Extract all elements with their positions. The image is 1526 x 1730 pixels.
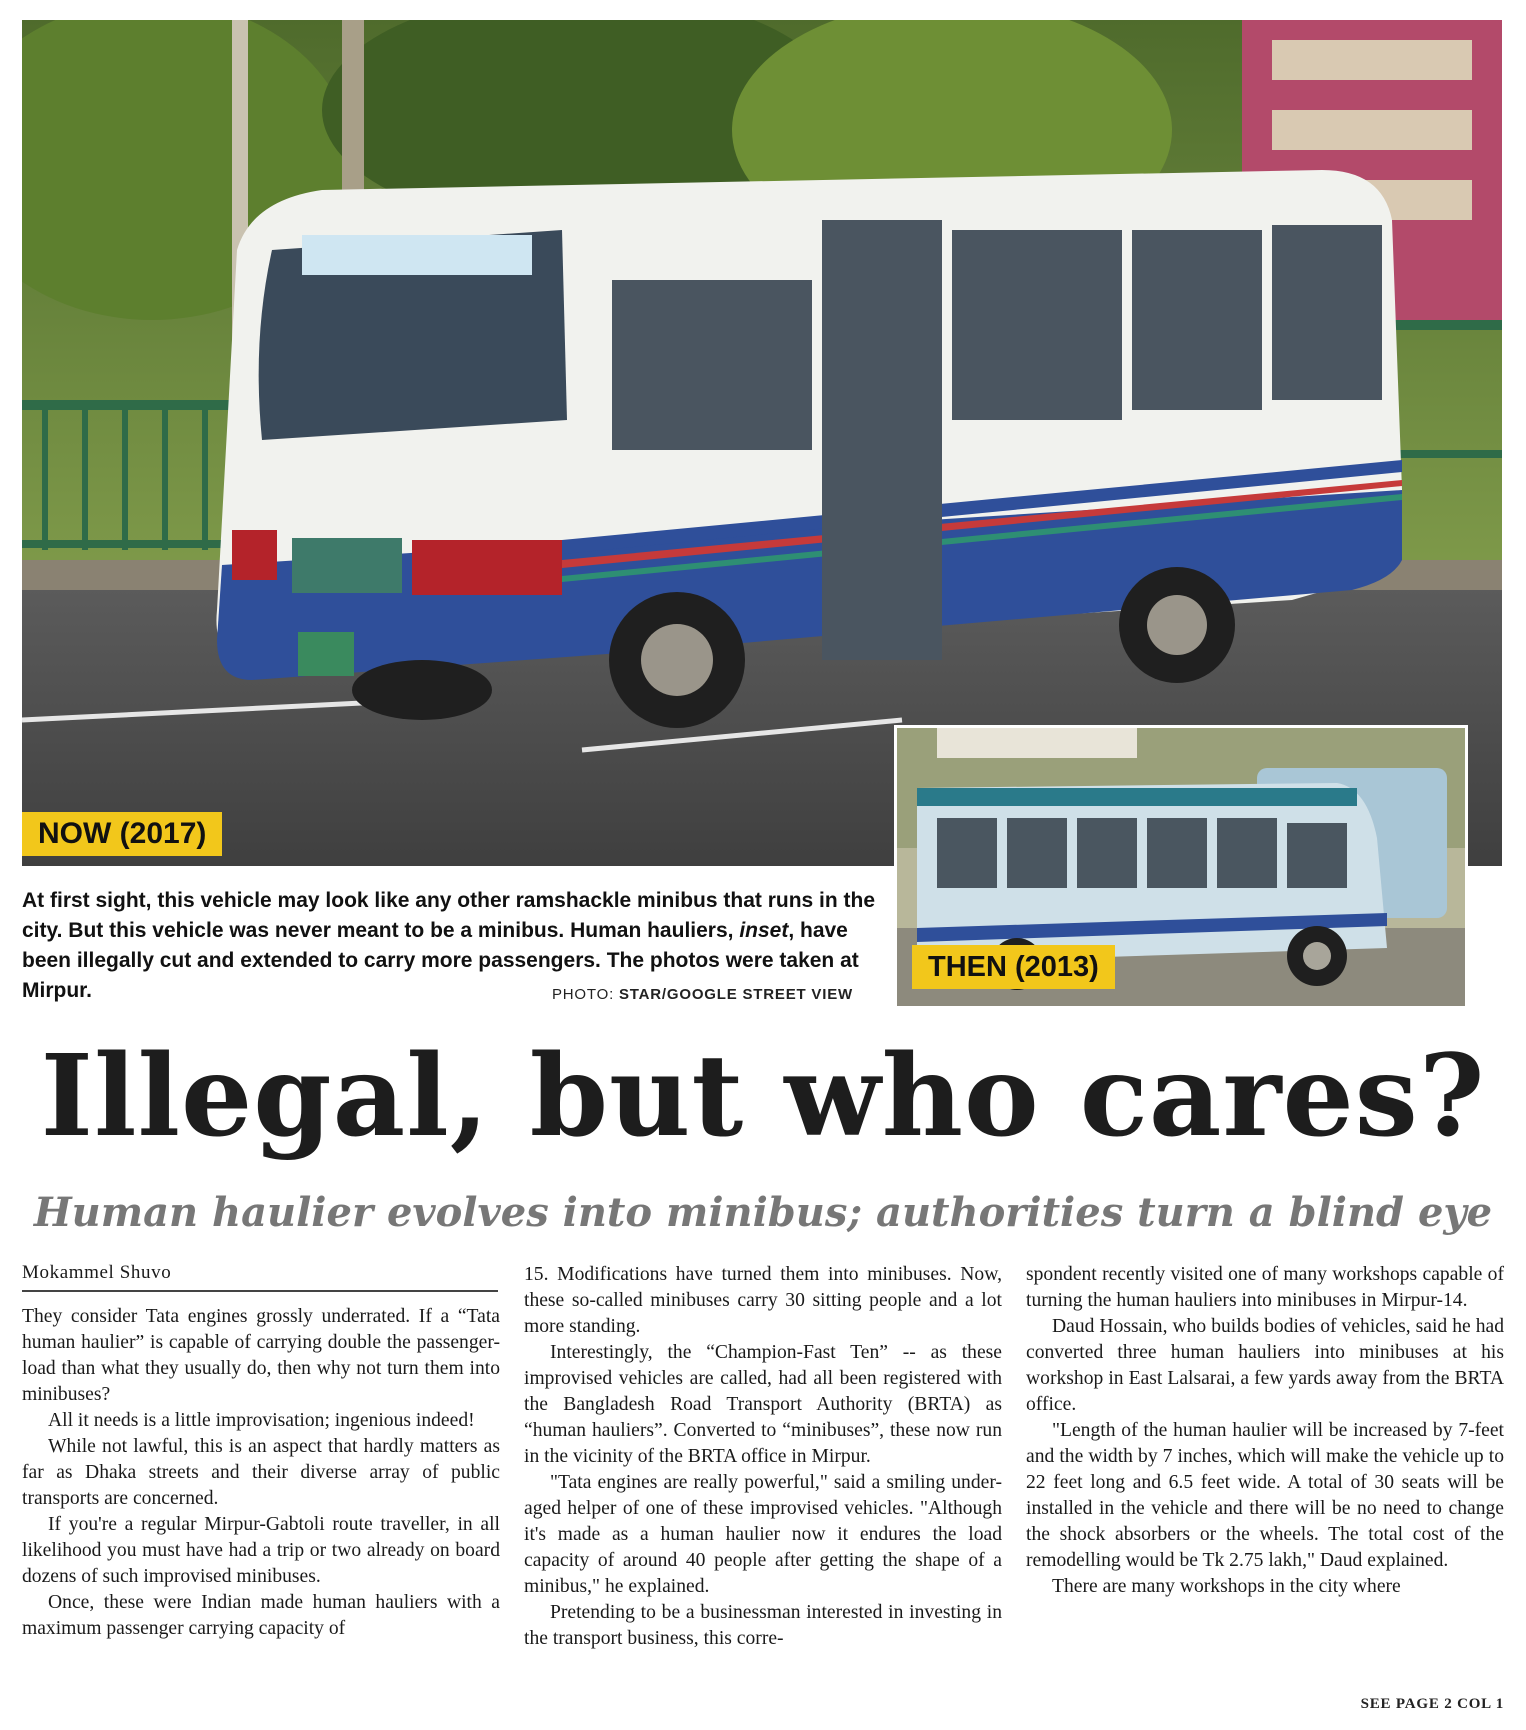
caption-inset-word: inset — [739, 919, 789, 942]
subheadline: Human haulier evolves into minibus; authorities turn a blind eye — [33, 1189, 1493, 1236]
paragraph: All it needs is a little improvisation; ingenious indeed! — [48, 1410, 475, 1431]
photo-tag-then: THEN (2013) — [912, 945, 1115, 989]
photo-credit-label: PHOTO: — [552, 986, 619, 1003]
photo-tag-now: NOW (2017) — [22, 812, 222, 856]
continued-jump-link[interactable]: SEE PAGE 2 COL 1 — [1360, 1696, 1504, 1712]
byline — [22, 1262, 498, 1292]
paragraph: "Tata engines are really powerful," said a smiling under-aged helper of one of these improvised vehicles. "Although it's made as a human haulier now it endures the load capacity of around 40 people after getting the shape of a minibus," he explained. — [524, 1472, 1002, 1597]
paragraph: 15. Modifications have turned them into minibuses. Now, these so-called minibuses carry 30 sitting people and a lot more standing. — [524, 1264, 1002, 1337]
caption-text-before: At first sight, this vehicle may look like any other ramshackle minibus that runs in the city. But this vehicle was never meant to be a minibus. Human hauliers, — [22, 889, 876, 942]
photo-credit — [552, 986, 853, 1003]
article-column-2 — [524, 1262, 1002, 1652]
article-column-1 — [22, 1304, 500, 1642]
paragraph: Daud Hossain, who builds bodies of vehicles, said he had converted three human hauliers into minibuses at his workshop in East Lalsarai, a few yards away from the BRTA office. — [1026, 1316, 1504, 1415]
headline: Illegal, but who cares? — [40, 1031, 1486, 1162]
paragraph: Once, these were Indian made human hauliers with a maximum passenger carrying capacity of — [22, 1592, 500, 1639]
paragraph: While not lawful, this is an aspect that hardly matters as far as Dhaka streets and their diverse array of public transports are concerned. — [22, 1436, 500, 1509]
author-name: Mokammel Shuvo — [22, 1262, 172, 1283]
paragraph: There are many workshops in the city where — [1052, 1576, 1401, 1597]
paragraph: spondent recently visited one of many workshops capable of turning the human hauliers into minibuses in Mirpur-14. — [1026, 1264, 1504, 1311]
paragraph: They consider Tata engines grossly underrated. If a “Tata human haulier” is capable of carrying double the passenger-load than what they usually do, then why not turn them into minibuses? — [22, 1306, 500, 1405]
article-column-3 — [1026, 1262, 1504, 1600]
paragraph: Interestingly, the “Champion-Fast Ten” -- as these improvised vehicles are called, had all been registered with the Bangladesh Road Transport Authority (BRTA) as “human hauliers”. Converted to “minibuses”, these now run in the vicinity of the BRTA office in Mirpur. — [524, 1342, 1002, 1467]
paragraph: If you're a regular Mirpur-Gabtoli route traveller, in all likelihood you must have had a trip or two already on board dozens of such improvised minibuses. — [22, 1514, 500, 1587]
paragraph: Pretending to be a businessman interested in investing in the transport business, this corre- — [524, 1602, 1002, 1649]
photo-credit-source: STAR/GOOGLE STREET VIEW — [619, 986, 853, 1003]
caption-text-after: , have been illegally cut and extended to carry more passengers. The photos were taken at Mirpur. — [22, 919, 859, 1002]
paragraph: "Length of the human haulier will be increased by 7-feet and the width by 7 inches, which will make the vehicle up to 22 feet long and 6.5 feet wide. A total of 30 seats will be installed in the vehicle and there will be no need to change the shock absorbers or the wheels. The total cost of the remodelling would be Tk 2.75 lakh," Daud explained. — [1026, 1420, 1504, 1571]
